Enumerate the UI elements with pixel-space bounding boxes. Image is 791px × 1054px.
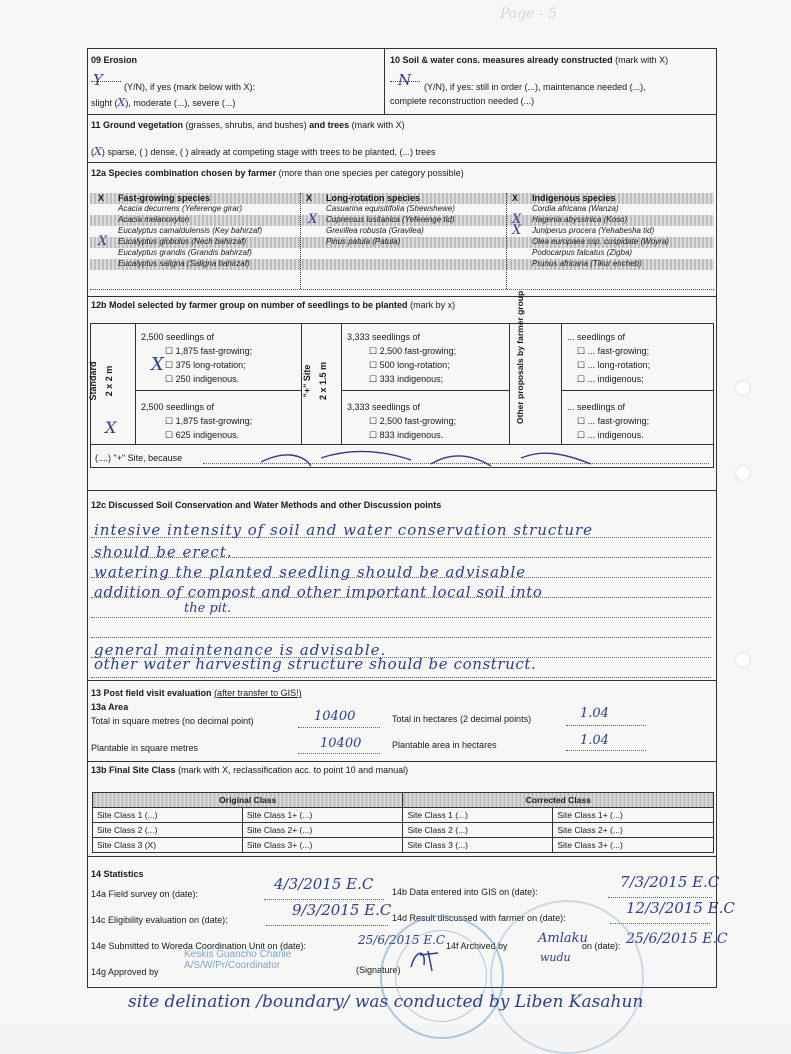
discussion-line-7: general maintenance is advisable.	[94, 641, 387, 659]
plant-sqm-label: Plantable in square metres	[91, 743, 199, 753]
std-b-fast: 1,875 fast-growing;	[175, 416, 253, 426]
total-sqm-label: Total in square metres (no decimal point)	[91, 716, 254, 726]
plus-a-fast: 2,500 fast-growing;	[379, 346, 457, 356]
field-survey-date: 4/3/2015 E.C	[274, 875, 374, 893]
seedling-model-title-suffix: (mark by x)	[410, 300, 456, 310]
scribble-line	[261, 448, 701, 468]
plus-b-fast: 2,500 fast-growing;	[379, 416, 457, 426]
long-species-3: Grevillea robusta (Gravilea)	[326, 226, 424, 235]
fast-species-1: Acacia decurrens (Yeferenge girar)	[118, 204, 243, 213]
archived-signature: wudu	[540, 951, 571, 964]
section-seedling-model	[88, 290, 716, 491]
fast-growing-header: Fast-growing species	[118, 193, 211, 203]
eligibility-date: 9/3/2015 E.C	[292, 901, 392, 919]
std-a-mark: X	[151, 354, 164, 375]
table-cell: Site Class 1+ (...)	[242, 808, 403, 823]
discussion-title: 12c Discussed Soil Conservation and Water Methods and other Discussion points	[91, 500, 442, 510]
long-species-4: Pinus patula (Patula)	[326, 237, 401, 246]
indig-row2-mark: X	[512, 212, 522, 227]
indig-species-2: Hagenia abyssinica (Koso)	[532, 215, 628, 224]
erosion-slight-label: slight (	[91, 98, 118, 108]
signature-label: (Signature)	[356, 965, 401, 975]
plus-a-total: 3,333 seedlings of	[347, 332, 421, 342]
soilwater-answer: N	[398, 71, 412, 89]
standard-mark: X	[105, 418, 117, 437]
standard-spacing: 2 x 2 m	[104, 365, 114, 397]
approved-label: 14g Approved by	[91, 967, 159, 977]
std-b-indig: 625 indigenous.	[175, 430, 240, 440]
form-frame	[87, 48, 735, 988]
erosion-slight-mark: X	[117, 96, 126, 109]
sparse-mark: X	[94, 145, 102, 158]
plant-ha-value: 1.04	[580, 733, 609, 748]
post-eval-title-suffix: (after transfer to GIS!)	[214, 688, 302, 698]
section-discussion	[88, 491, 716, 681]
table-row	[93, 808, 714, 823]
faded-page-header: Page - 5	[500, 6, 557, 22]
fast-species-3: Eucalyptus camaldulensis (Key bahirzaf)	[118, 226, 263, 235]
long-rotation-header: Long-rotation species	[326, 193, 421, 203]
plant-sqm-value: 10400	[320, 736, 362, 751]
other-b-total: ... seedlings of	[567, 402, 626, 412]
table-cell: Site Class 2 (...)	[93, 823, 243, 838]
discussed-date: 12/3/2015 E.C	[626, 899, 735, 917]
long-row2-mark: X	[308, 212, 318, 227]
std-a-long: 375 long-rotation;	[175, 360, 246, 370]
other-proposals-label: Other proposals by farmer group	[515, 290, 525, 424]
discussion-line-2: should be erect.	[94, 543, 233, 561]
soilwater-title: 10 Soil & water cons. measures already constructed	[390, 55, 613, 65]
soilwater-title-suffix: (mark with X)	[615, 55, 669, 65]
site-class-title: 13b Final Site Class	[91, 765, 176, 775]
submitted-label: 14e Submitted to Woreda Coordination Unit on (date):	[91, 941, 306, 951]
section-species-combination	[88, 163, 716, 297]
binder-hole	[735, 380, 751, 396]
total-ha-value: 1.04	[580, 706, 609, 721]
gis-entry-label: 14b Data entered into GIS on (date):	[392, 887, 538, 897]
binder-hole	[735, 465, 751, 481]
discussion-line-5: the pit.	[184, 601, 232, 616]
fast-species-2: Acacia melanoxylon	[118, 215, 190, 224]
archived-on-label: on (date):	[582, 941, 621, 951]
section-erosion-soilwater	[88, 49, 716, 115]
stamp-line-2: A/S/W/Pr/Coordinator	[184, 960, 281, 971]
submitted-date: 25/6/2015 E.C	[358, 933, 446, 947]
fast-row4-mark: X	[98, 234, 108, 249]
table-cell: Site Class 1 (...)	[93, 808, 243, 823]
section-ground-vegetation: 11 Ground vegetation (grasses, shrubs, and bushes) and trees (mark with X) (X) sparse, ( ) dense, ( ) already at competing stage with trees to be planted, (...) trees	[88, 115, 716, 163]
corrected-class-header: Corrected Class	[403, 793, 714, 808]
indig-species-4: Olea europaea ssp. cuspidate (Woyra)	[532, 237, 669, 246]
soilwater-line2: complete reconstruction needed (...)	[390, 96, 535, 106]
table-cell: Site Class 3 (X)	[93, 838, 243, 853]
plant-ha-label: Plantable area in hectares	[392, 740, 497, 750]
site-class-suffix: (mark with X, reclassification acc. to point 10 and manual)	[178, 765, 409, 775]
binder-hole	[735, 652, 751, 668]
coordinator-stamp-text	[184, 949, 291, 971]
plus-site-label: "+" Site	[302, 364, 312, 398]
erosion-title: 09 Erosion	[91, 55, 138, 65]
fast-species-6: Eucalyptus saligna (Saligna bahirzaf)	[118, 259, 250, 268]
table-cell: Site Class 3+ (...)	[553, 838, 714, 853]
indig-x-header: X	[512, 193, 519, 203]
plus-b-total: 3,333 seedlings of	[347, 402, 421, 412]
species-title-suffix: (more than one species per category possible)	[278, 168, 464, 178]
plus-site-because-label: (....) "+" Site, because	[95, 453, 183, 463]
discussion-line-1: intesive intensity of soil and water conservation structure	[94, 521, 594, 539]
fast-species-4: Eucalyptus globolus (Nech bahirzaf)	[118, 237, 247, 246]
discussion-line-3: watering the planted seedling should be advisable	[94, 563, 527, 581]
other-a-fast: ... fast-growing;	[587, 346, 650, 356]
field-survey-label: 14a Field survey on (date):	[91, 889, 199, 899]
table-cell: Site Class 1+ (...)	[553, 808, 714, 823]
site-class-table	[92, 792, 714, 853]
seedling-model-grid: Standard 2 x 2 m X "+" Site 2 x 1.5 m Other proposals by farmer group 2,500 seedlings of ☐ 1,875 fast-growing; ☐ 375 long-rotation; ☐ 250 indigenous. X 2,500 seedlings of ☐ 1,875 fast-growing; ☐ 625 indigenous. 3,333 seedlings of ☐ 2,500 fast-growing; ☐ 500 long-rotation; ☐ 333 indigenous; 3,333 seedlings of ☐ 2,500 fast-growing; ☐ 833 indigenous. ... seedlings of ☐ ... fast-growing; ☐ ... long-rotation; ☐ ... indigenous; ... seedlings of ☐ ... fast-growing; ☐ ... indigenous. (....) "+" Site, because	[90, 323, 714, 468]
species-title: 12a Species combination chosen by farmer	[91, 168, 277, 178]
table-cell: Site Class 2+ (...)	[553, 823, 714, 838]
erosion-line1: (Y/N), if yes (mark below with X):	[124, 82, 256, 92]
area-title: 13a Area	[91, 702, 129, 712]
table-row	[93, 823, 714, 838]
discussed-label: 14d Result discussed with farmer on (date):	[392, 913, 566, 923]
indigenous-header: Indigenous species	[532, 193, 616, 203]
indig-species-1: Cordia africana (Wanza)	[532, 204, 619, 213]
table-cell: Site Class 2 (...)	[403, 823, 553, 838]
eligibility-label: 14c Eligibility evaluation on (date):	[91, 915, 228, 925]
std-b-total: 2,500 seedlings of	[141, 402, 215, 412]
erosion-line2-rest: ), moderate (...), severe (...)	[125, 98, 236, 108]
long-species-2: Cupressus lusitanica (Yeferenge tid)	[326, 215, 455, 224]
total-sqm-value: 10400	[314, 709, 356, 724]
standard-label: Standard	[88, 361, 98, 401]
round-stamp-2	[490, 900, 644, 1054]
discussion-line-8: other water harvesting structure should be construct.	[94, 655, 537, 673]
table-cell: Site Class 3 (...)	[403, 838, 553, 853]
indig-species-5: Podocarpus falcatus (Zigba)	[532, 248, 633, 257]
ground-vegetation-options: sparse, ( ) dense, ( ) already at competing stage with trees to be planted, (...) trees	[107, 147, 436, 157]
indig-species-6: Prunus africana (Tikur encheb)	[532, 259, 642, 268]
ground-vegetation-title-mid: (grasses, shrubs, and bushes)	[185, 120, 307, 130]
other-b-fast: ... fast-growing;	[587, 416, 650, 426]
std-a-indig: 250 indigenous.	[175, 374, 240, 384]
plus-b-indig: 833 indigenous.	[379, 430, 444, 440]
table-cell: Site Class 1 (...)	[403, 808, 553, 823]
erosion-answer: Y	[93, 71, 103, 89]
fast-x-header: X	[98, 193, 105, 203]
archived-by-name: Amlaku	[538, 931, 588, 946]
long-x-header: X	[306, 193, 313, 203]
statistics-title: 14 Statistics	[91, 869, 144, 879]
soilwater-line1: (Y/N), if yes: still in order (...), maintenance needed (...),	[424, 82, 646, 92]
other-a-total: ... seedlings of	[567, 332, 626, 342]
post-eval-title: 13 Post field visit evaluation	[91, 688, 212, 698]
section-post-field-eval	[88, 681, 716, 857]
discussion-line-4: addition of compost and other important local soil into	[94, 583, 543, 601]
plus-a-long: 500 long-rotation;	[379, 360, 450, 370]
std-a-fast: 1,875 fast-growing;	[175, 346, 253, 356]
table-row	[93, 838, 714, 853]
long-species-1: Casuarina equisitifolia (Shewshewe)	[326, 204, 455, 213]
plus-a-indig: 333 indigenous;	[379, 374, 444, 384]
ground-vegetation-title: 11 Ground vegetation	[91, 120, 184, 130]
table-cell: Site Class 2+ (...)	[242, 823, 403, 838]
plus-site-spacing: 2 x 1.5 m	[318, 361, 328, 401]
archived-date: 25/6/2015 E.C	[626, 931, 728, 947]
other-a-long: ... long-rotation;	[587, 360, 651, 370]
species-table	[90, 193, 714, 290]
ground-vegetation-title-trees: and trees	[309, 120, 350, 130]
indig-row3-mark: X	[512, 223, 522, 238]
table-cell: Site Class 3+ (...)	[242, 838, 403, 853]
original-class-header: Original Class	[93, 793, 403, 808]
archived-label: 14f Archived by	[446, 941, 508, 951]
ground-vegetation-title-suffix: (mark with X)	[351, 120, 405, 130]
total-ha-label: Total in hectares (2 decimal points)	[392, 714, 532, 724]
fast-species-5: Eucalyptus grandis (Grandis bahirzaf)	[118, 248, 252, 257]
other-a-indig: ... indigenous;	[587, 374, 644, 384]
seedling-model-title: 12b Model selected by farmer group on number of seedlings to be planted	[91, 300, 408, 310]
gis-entry-date: 7/3/2015 E.C	[620, 873, 720, 891]
stamp-line-1: Keskis Guancho Chanie	[184, 949, 292, 960]
footer-handwritten-note: site delination /boundary/ was conducted by Liben Kasahun	[128, 992, 644, 1012]
std-a-total: 2,500 seedlings of	[141, 332, 215, 342]
indig-species-3: Juniperus procera (Yehabesha tid)	[532, 226, 655, 235]
other-b-indig: ... indigenous.	[587, 430, 644, 440]
